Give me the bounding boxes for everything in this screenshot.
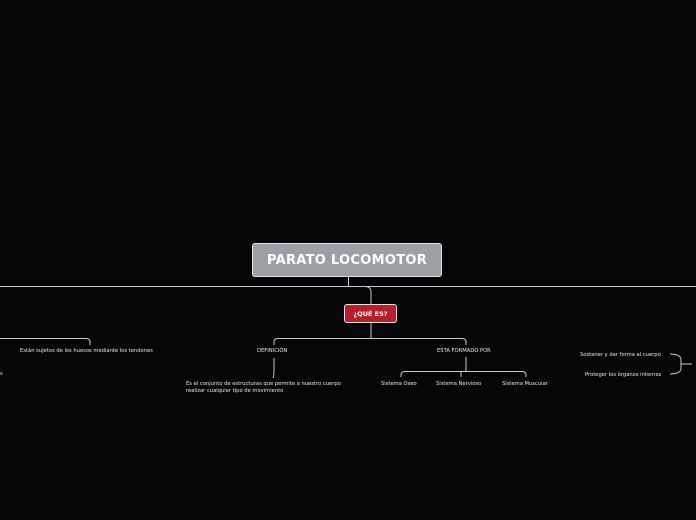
connector-left-tendons xyxy=(0,339,90,346)
node-sistema-oseo[interactable]: Sistema Oseo xyxy=(381,381,417,387)
node-tendons[interactable]: Están sujetos de los huesos mediante los tendones xyxy=(20,348,153,354)
connector-to-oseo xyxy=(401,372,405,378)
node-definition[interactable]: DEFINICIÓN xyxy=(257,348,288,354)
node-left-cut[interactable]: s xyxy=(0,371,3,377)
connector-functions-bracket xyxy=(670,354,681,374)
connector-definition-text xyxy=(273,358,274,378)
connector-to-question xyxy=(365,287,371,305)
node-definition-text[interactable]: Es el conjunto de estructuras que permite a nuestro cuerpo realizar cualquier tipo de movimiento xyxy=(186,381,341,394)
node-formed-by[interactable]: ESTA FORMADO POR xyxy=(437,348,491,354)
node-sistema-muscular[interactable]: Sistema Muscular xyxy=(502,381,548,387)
root-label: PARATO LOCOMOTOR xyxy=(266,252,428,268)
node-function-support[interactable]: Sostener y dar forma al cuerpo xyxy=(580,352,661,358)
node-function-protect[interactable]: Proteger los órganos internos xyxy=(585,372,662,378)
question-label: ¿QUÉ ES? xyxy=(353,309,388,318)
node-sistema-nervioso[interactable]: Sistema Nervioso xyxy=(436,381,482,387)
connector-formed-bar xyxy=(405,372,526,378)
question-node[interactable] xyxy=(344,304,397,323)
connector-to-definition xyxy=(274,339,278,346)
root-node[interactable] xyxy=(252,243,442,277)
connector-branch-bar xyxy=(278,339,466,346)
